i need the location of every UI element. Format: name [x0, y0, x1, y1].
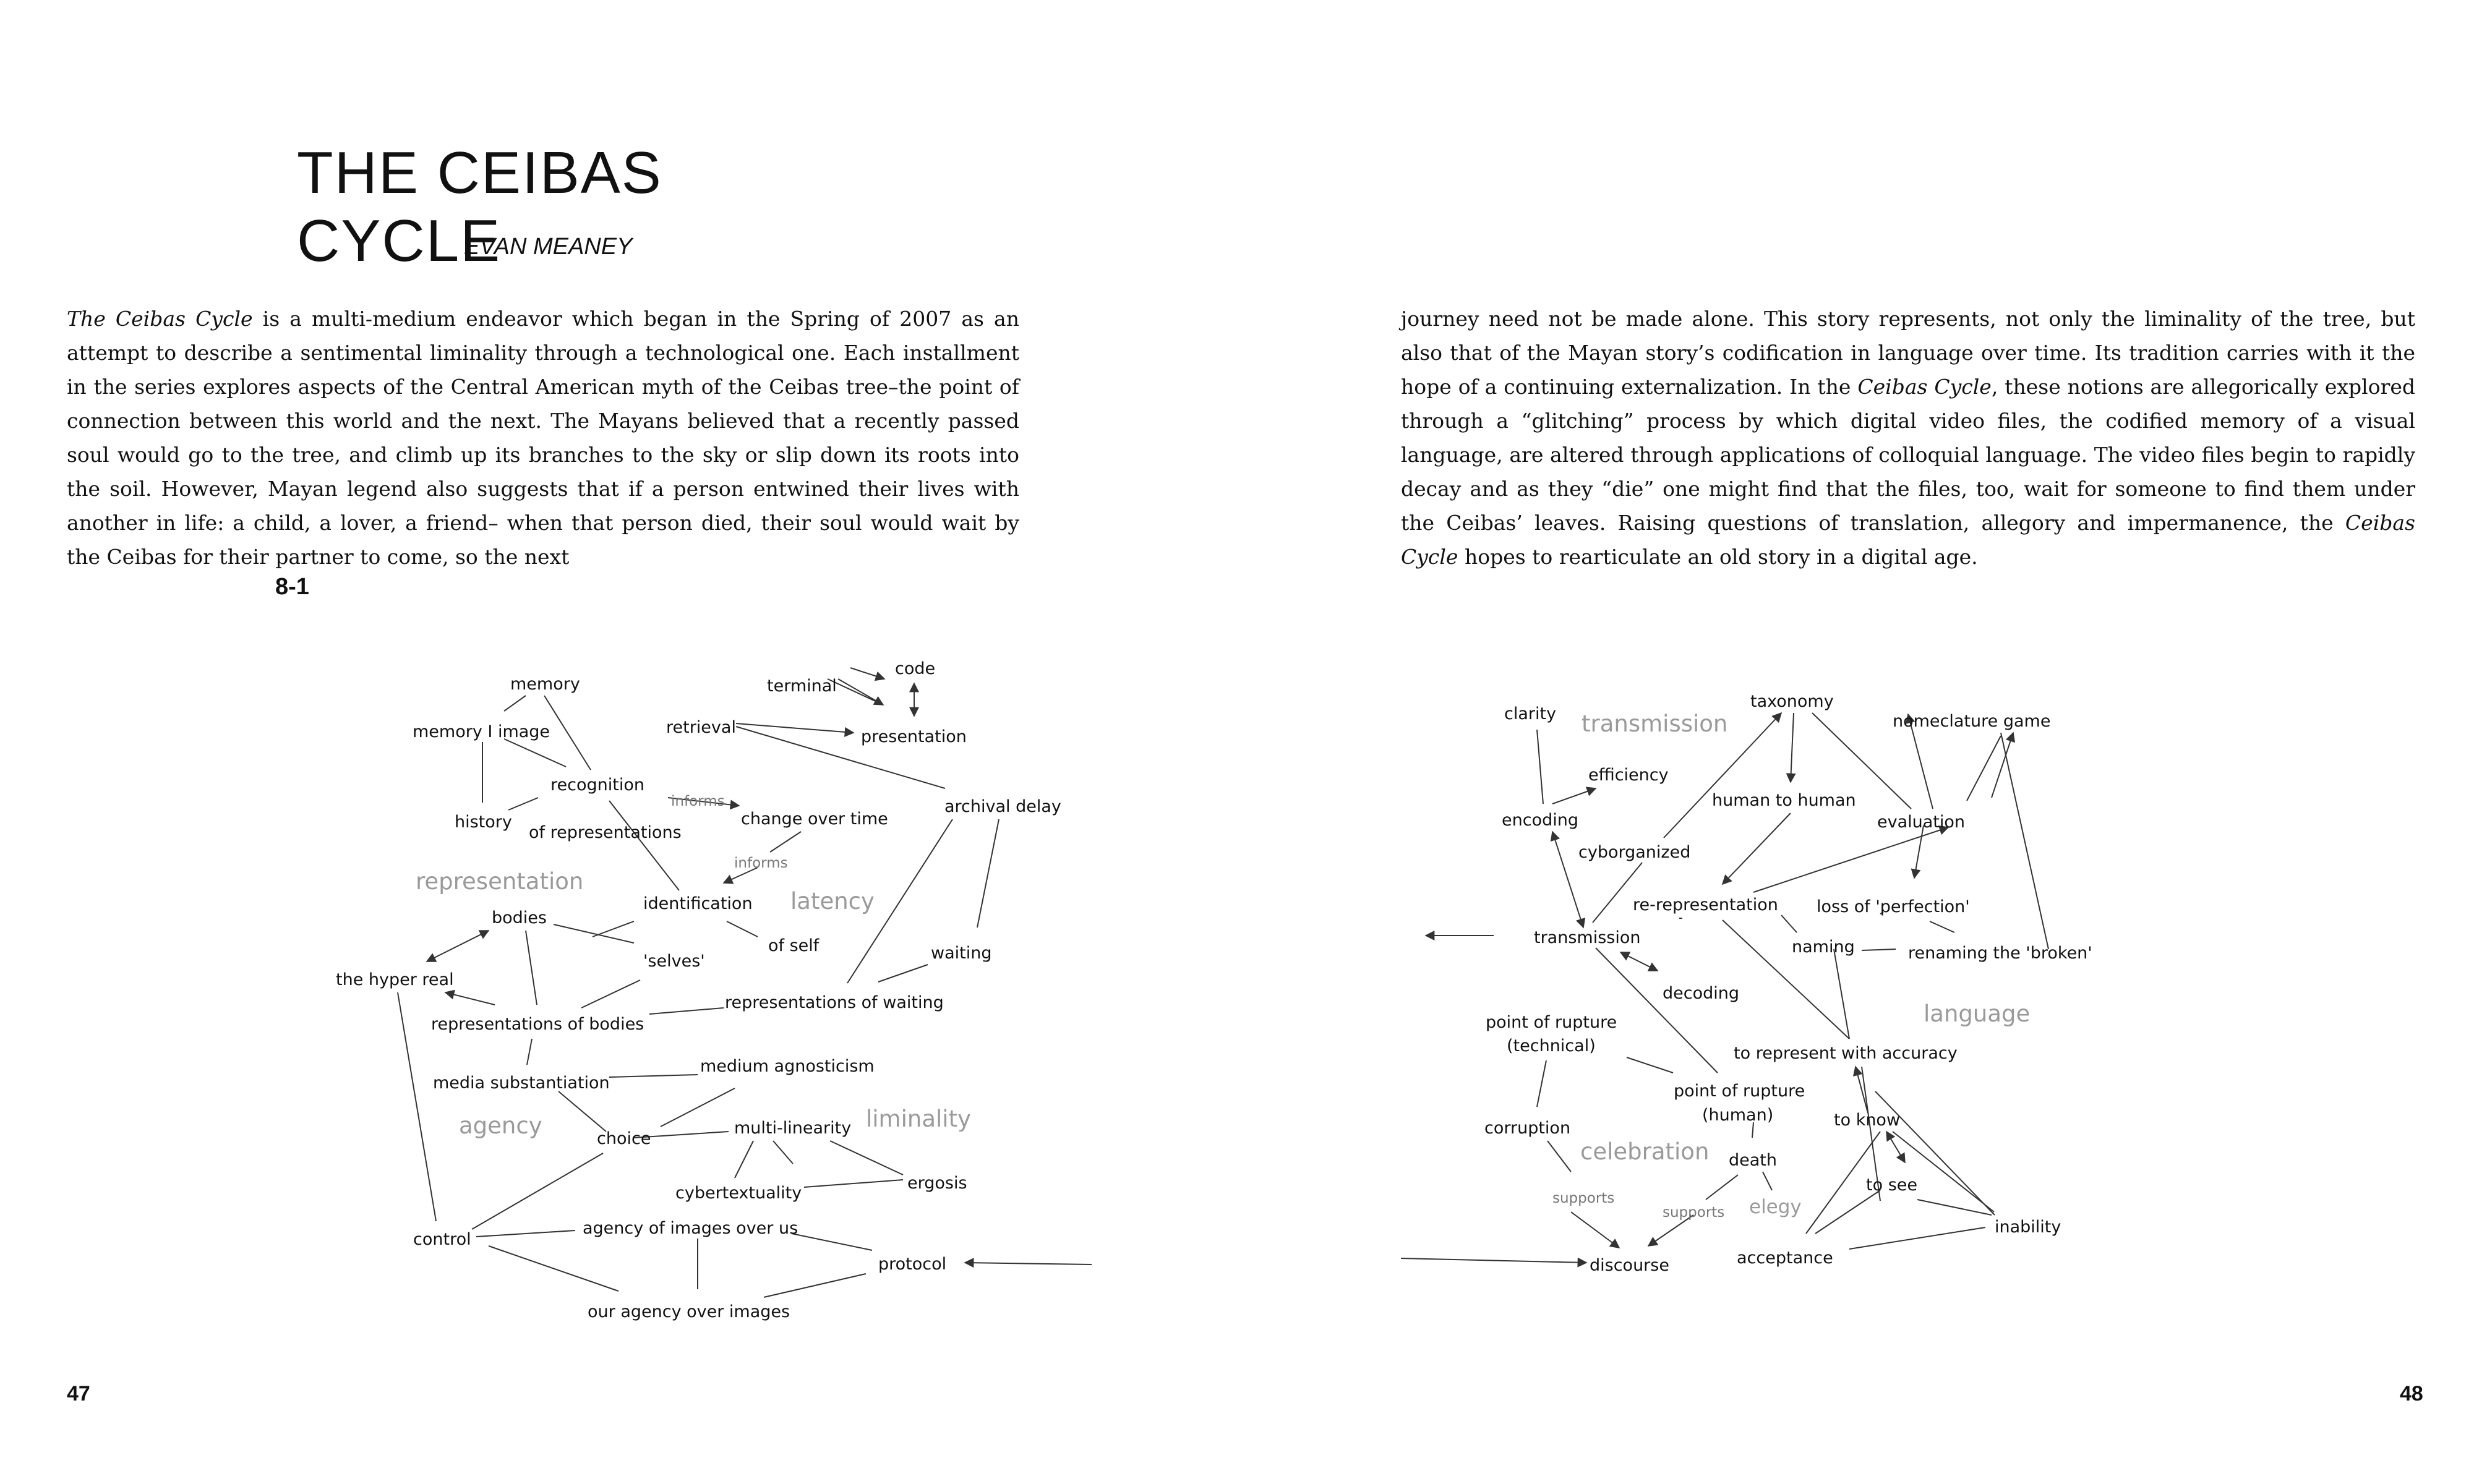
node-terminal: terminal — [767, 676, 837, 696]
body-right-text-a: journey need not be made alone. This story represents, not only the liminality of the tree, but also that of the Mayan story’s codification in language over time. Its tradition carries with it the hope of a continuing externalization. In the — [1401, 307, 2415, 399]
node-archival-delay: archival delay — [944, 797, 1061, 816]
node-agency-of-images-over-us: agency of images over us — [583, 1219, 798, 1238]
node-taxonomy: taxonomy — [1750, 692, 1834, 711]
node-acceptance: acceptance — [1737, 1248, 1833, 1268]
node-corruption: corruption — [1484, 1119, 1571, 1138]
node-identification: identification — [643, 894, 753, 913]
node-to-represent-with-accuracy: to represent with accuracy — [1734, 1044, 1958, 1063]
category-language: language — [1924, 1000, 2031, 1027]
node-re-representation: re-representation — [1633, 895, 1778, 915]
node-memory: memory — [510, 675, 580, 694]
node-change-over-time: change over time — [741, 809, 888, 829]
concept-map-right — [1237, 0, 2474, 1484]
node-ergosis: ergosis — [907, 1174, 967, 1193]
article-title: THE CEIBAS CYCLE — [297, 140, 662, 274]
node-cybertextuality: cybertextuality — [675, 1183, 802, 1203]
node-discourse: discourse — [1590, 1256, 1669, 1275]
edge-label-supports-1: supports — [1552, 1190, 1615, 1206]
node-bodies: bodies — [492, 908, 547, 927]
category-latency: latency — [790, 888, 875, 915]
node-of-representations: of representations — [529, 823, 682, 842]
node-media-substantiation: media substantiation — [433, 1073, 610, 1093]
node-protocol: protocol — [878, 1255, 947, 1274]
category-liminality: liminality — [866, 1106, 971, 1132]
category-elegy: elegy — [1749, 1196, 1802, 1218]
lead-italic: The Ceibas Cycle — [67, 307, 253, 331]
article-author: EVAN MEANEY — [464, 234, 633, 260]
node-hyper-real: the hyper real — [336, 970, 454, 989]
body-left-text: is a multi-medium endeavor which began in the Spring of 2007 as an attempt to describe a sentimental liminality through a technological one. Each installment in the series explores aspects of the Central American myth of the Ceibas tree–the point of connection between this world and the next. The Mayans believed that a recently passed soul would go to the tree, and climb up its branches to the sky or slip down its roots into the soil. However, Mayan legend also suggests that if a person entwined their lives with another in life: a child, a lover, a friend– when that person died, their soul would wait by the Ceibas for their partner to come, so the next — [67, 307, 1019, 569]
page-number-right: 48 — [2400, 1382, 2423, 1405]
edge-label-supports-2: supports — [1663, 1205, 1725, 1221]
node-decoding: decoding — [1663, 984, 1740, 1003]
right-page — [1237, 0, 2474, 1484]
node-to-see: to see — [1866, 1175, 1917, 1195]
node-of-self: of self — [768, 936, 820, 955]
node-cyborganized: cyborganized — [1578, 843, 1691, 862]
category-agency: agency — [459, 1112, 542, 1139]
node-inability: inability — [1995, 1217, 2061, 1237]
node-presentation: presentation — [861, 727, 967, 746]
node-control: control — [413, 1230, 471, 1249]
node-selves: 'selves' — [643, 952, 705, 971]
edge-label-informs-1: informs — [671, 793, 725, 809]
category-celebration: celebration — [1580, 1138, 1710, 1165]
node-naming: naming — [1792, 937, 1855, 957]
node-medium-agnosticism: medium agnosticism — [700, 1057, 875, 1076]
node-encoding: encoding — [1502, 811, 1578, 830]
node-memory-image: memory I image — [413, 722, 550, 741]
page-number-left: 47 — [67, 1382, 90, 1405]
node-history: history — [455, 812, 512, 832]
node-loss-of-perfection: loss of 'perfection' — [1817, 897, 1970, 916]
edge-label-informs-2: informs — [734, 855, 788, 871]
body-right-text-b: , these notions are allegorically explored through a “glitching” process by which digital video files, the codified memory of a visual language, are altered through applications of colloquial language. The video files begin to rapidly decay and as they “die” one might find that the files, too, wait for someone to find them under the Ceibas’ leaves. Raising questions of translation, allegory and impermanence, the — [1401, 375, 2416, 535]
body-right-italic-a: Ceibas Cycle — [1857, 375, 1992, 399]
node-point-of-rupture-human: point of rupture — [1674, 1081, 1805, 1101]
figure-label: 8-1 — [275, 574, 309, 600]
node-renaming-the-broken: renaming the 'broken' — [1908, 944, 2092, 963]
edges-left — [398, 668, 1092, 1297]
node-death: death — [1729, 1151, 1777, 1170]
node-representations-of-bodies: representations of bodies — [431, 1015, 644, 1034]
node-to-know: to know — [1834, 1111, 1901, 1130]
node-evaluation: evaluation — [1877, 812, 1966, 832]
node-recognition: recognition — [550, 775, 644, 795]
node-our-agency-over-images: our agency over images — [588, 1302, 790, 1321]
category-representation: representation — [416, 868, 584, 895]
node-human-to-human: human to human — [1712, 791, 1856, 810]
node-clarity: clarity — [1504, 704, 1557, 723]
node-waiting: waiting — [931, 944, 992, 963]
node-nomeclature-game: nomeclature game — [1893, 712, 2051, 731]
node-point-of-rupture-technical-sub: (technical) — [1507, 1036, 1596, 1055]
node-point-of-rupture-technical: point of rupture — [1486, 1013, 1617, 1032]
node-transmission: transmission — [1534, 928, 1641, 947]
category-transmission: transmission — [1582, 710, 1728, 737]
node-efficiency: efficiency — [1588, 765, 1669, 785]
node-code: code — [895, 659, 936, 678]
node-representations-of-waiting: representations of waiting — [725, 993, 944, 1012]
node-retrieval: retrieval — [666, 718, 736, 737]
body-right-italic-b: Ceibas Cycle — [1401, 511, 2415, 569]
node-choice: choice — [597, 1129, 651, 1148]
node-multi-linearity: multi-linearity — [734, 1119, 852, 1138]
body-right-text-c: hopes to rearticulate an old story in a digital age. — [1458, 545, 1978, 569]
node-point-of-rupture-human-sub: (human) — [1702, 1106, 1774, 1125]
